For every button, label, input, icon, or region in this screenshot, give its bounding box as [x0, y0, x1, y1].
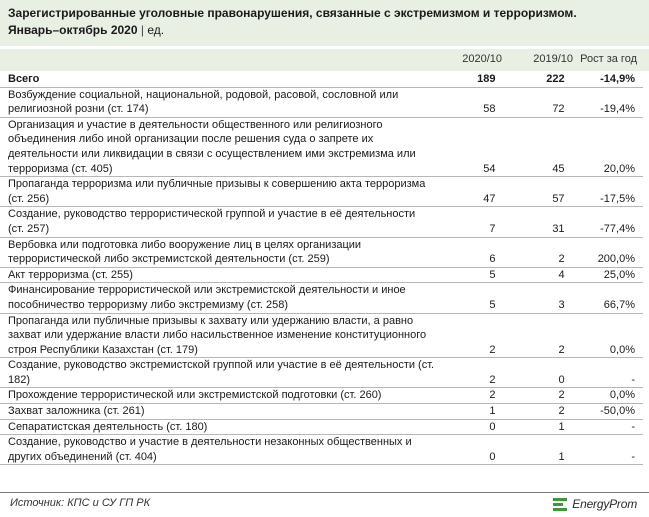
table-row	[0, 358, 643, 388]
row-name: Вербовка или подготовка либо вооружение лиц в целях организации террористической либо экстремистской деятельности (ст. 259)	[0, 237, 434, 267]
row-name: Всего	[0, 72, 434, 87]
row-value-2019: 3	[495, 283, 564, 313]
table-row	[0, 283, 643, 313]
table-row	[0, 87, 643, 117]
row-name: Создание, руководство террористической группой и участие в её деятельности (ст. 257)	[0, 207, 434, 237]
row-growth: 66,7%	[565, 283, 643, 313]
row-value-2019: 2	[495, 237, 564, 267]
row-value-2020: 2	[434, 388, 495, 404]
row-growth: -19,4%	[565, 87, 643, 117]
column-header-2020: 2020/10	[462, 53, 502, 65]
row-value-2020: 0	[434, 435, 495, 465]
row-name: Возбуждение социальной, национальной, родовой, расовой, сословной или религиозной розни (ст. 174)	[0, 87, 434, 117]
table-row	[0, 207, 643, 237]
row-value-2020: 5	[434, 267, 495, 283]
row-value-2019: 2	[495, 404, 564, 420]
row-name: Акт терроризма (ст. 255)	[0, 267, 434, 283]
row-value-2019: 1	[495, 435, 564, 465]
table-row	[0, 313, 643, 358]
row-growth: -14,9%	[565, 72, 643, 87]
row-value-2019: 0	[495, 358, 564, 388]
row-value-2020: 2	[434, 313, 495, 358]
row-growth: 25,0%	[565, 267, 643, 283]
footer-divider	[0, 492, 649, 493]
row-name: Сепаратистская деятельность (ст. 180)	[0, 419, 434, 435]
row-growth: 200,0%	[565, 237, 643, 267]
row-growth: -	[565, 358, 643, 388]
title-unit: ед.	[147, 23, 165, 37]
row-name: Создание, руководство и участие в деятельности незаконных общественных и других объединений (ст. 404)	[0, 435, 434, 465]
row-value-2019: 57	[495, 177, 564, 207]
row-value-2020: 47	[434, 177, 495, 207]
row-value-2020: 5	[434, 283, 495, 313]
table-row	[0, 72, 643, 87]
crime-table	[0, 72, 643, 465]
row-growth: -17,5%	[565, 177, 643, 207]
title-separator: |	[140, 23, 144, 37]
row-value-2020: 1	[434, 404, 495, 420]
row-name: Пропаганда терроризма или публичные призывы к совершению акта терроризма (ст. 256)	[0, 177, 434, 207]
row-value-2019: 45	[495, 117, 564, 176]
row-value-2020: 2	[434, 358, 495, 388]
row-growth: -	[565, 435, 643, 465]
energyprom-logo-icon	[552, 496, 568, 512]
title-period: Январь–октябрь 2020	[8, 23, 138, 37]
row-name: Финансирование террористической или экстремистской деятельности и иное пособничество терроризму либо экстремизму (ст. 258)	[0, 283, 434, 313]
row-value-2019: 2	[495, 313, 564, 358]
column-header-2019: 2019/10	[533, 53, 573, 65]
row-growth: -50,0%	[565, 404, 643, 420]
row-growth: -77,4%	[565, 207, 643, 237]
row-value-2020: 58	[434, 87, 495, 117]
brand-name: EnergyProm	[572, 497, 637, 511]
row-growth: 20,0%	[565, 117, 643, 176]
row-name: Пропаганда или публичные призывы к захвату или удержанию власти, а равно захват или удержание власти либо насильственное изменение конституционного строя Республики Казахстан (ст. 179)	[0, 313, 434, 358]
table-row	[0, 388, 643, 404]
row-value-2019: 31	[495, 207, 564, 237]
table-title	[8, 5, 638, 39]
row-name: Прохождение террористической или экстремистской подготовки (ст. 260)	[0, 388, 434, 404]
row-value-2019: 4	[495, 267, 564, 283]
source-note: Источник: КПС и СУ ГП РК	[10, 497, 151, 509]
row-name: Захват заложника (ст. 261)	[0, 404, 434, 420]
table-row	[0, 177, 643, 207]
title-main: Зарегистрированные уголовные правонарушения, связанные с экстремизмом и терроризмом.	[8, 6, 577, 20]
table-row	[0, 267, 643, 283]
table-row	[0, 117, 643, 176]
row-value-2020: 6	[434, 237, 495, 267]
row-value-2020: 54	[434, 117, 495, 176]
row-growth: 0,0%	[565, 313, 643, 358]
row-value-2019: 1	[495, 419, 564, 435]
row-growth: -	[565, 419, 643, 435]
row-value-2019: 2	[495, 388, 564, 404]
row-value-2019: 222	[495, 72, 564, 87]
table-row	[0, 419, 643, 435]
row-growth: 0,0%	[565, 388, 643, 404]
table-row	[0, 435, 643, 465]
row-name: Организация и участие в деятельности общественного или религиозного объединения либо иной организации после решения суда о запрете их деятельности или ликвидации в связи с осуществлением ими экстремизма или терроризма (ст. 405)	[0, 117, 434, 176]
row-value-2020: 7	[434, 207, 495, 237]
table-row	[0, 237, 643, 267]
row-value-2020: 0	[434, 419, 495, 435]
row-name: Создание, руководство экстремистской группой или участие в её деятельности (ст. 182)	[0, 358, 434, 388]
brand-logo	[552, 495, 637, 513]
table-row	[0, 404, 643, 420]
row-value-2020: 189	[434, 72, 495, 87]
column-header-growth: Рост за год	[580, 53, 637, 65]
row-value-2019: 72	[495, 87, 564, 117]
